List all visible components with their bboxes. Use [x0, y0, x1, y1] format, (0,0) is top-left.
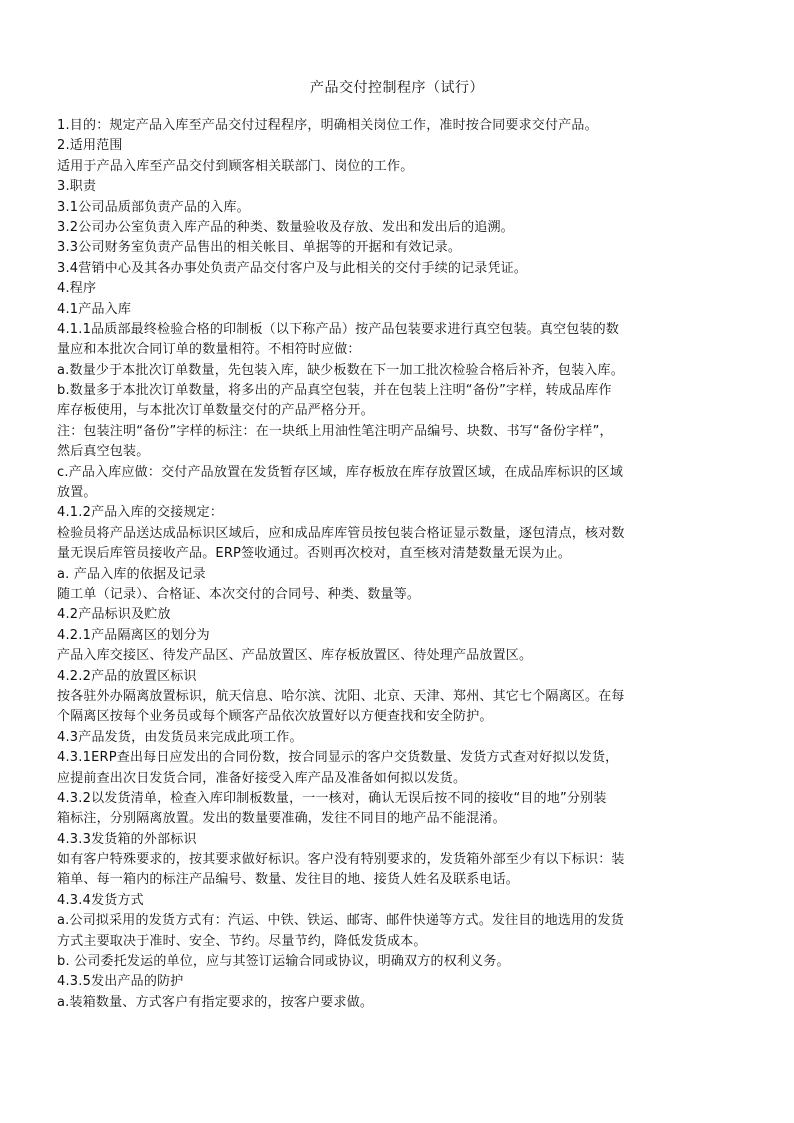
- text-line: 3.4营销中心及其各办事处负责产品交付客户及与此相关的交付手续的记录凭证。: [57, 260, 528, 276]
- text-line: 4.3产品发货，由发货员来完成此项工作。: [57, 729, 303, 745]
- text-line: 4.2.1产品隔离区的划分为: [57, 627, 210, 643]
- text-line: 3.职责: [57, 179, 97, 195]
- text-line: 4.3.2以发货清单，检查入库印制板数量，一一核对，确认无误后按不同的接收“目的地”分别装: [57, 790, 607, 806]
- text-line: 注：包装注明“备份”字样的标注：在一块纸上用油性笔注明产品编号、块数、书写“备份字样”，: [57, 423, 613, 439]
- text-line: 4.程序: [57, 281, 97, 297]
- text-line: b.数量多于本批次订单数量，将多出的产品真空包装，并在包装上注明“备份”字样，转成品库作: [57, 383, 612, 399]
- text-line: 应提前查出次日发货合同，准备好接受入库产品及准备如何拟以发货。: [57, 770, 467, 786]
- text-line: 4.1.1品质部最终检验合格的印制板（以下称产品）按产品包装要求进行真空包装。真空包装的数: [57, 321, 620, 337]
- text-line: 适用于产品入库至产品交付到顾客相关联部门、岗位的工作。: [57, 158, 414, 174]
- text-line: 4.1.2产品入库的交接规定：: [57, 505, 224, 521]
- text-line: 2.适用范围: [57, 138, 123, 154]
- text-line: 方式主要取决于准时、安全、节约。尽量节约，降低发货成本。: [57, 933, 427, 949]
- text-line: 库存板使用，与本批次订单数量交付的产品严格分开。: [57, 403, 374, 419]
- text-line: a.装箱数量、方式客户有指定要求的，按客户要求做。: [57, 994, 374, 1010]
- text-line: 4.1产品入库: [57, 301, 132, 317]
- text-line: 3.3公司财务室负责产品售出的相关帐目、单据等的开据和有效记录。: [57, 240, 462, 256]
- text-line: 放置。: [57, 485, 97, 501]
- document-title: 产品交付控制程序（试行）: [310, 80, 484, 96]
- document-body: [57, 116, 741, 1013]
- text-line: 4.3.1ERP查出每日应发出的合同份数，按合同显示的客户交货数量、发货方式查对好拟以发货，: [57, 750, 619, 766]
- text-line: b. 公司委托发运的单位，应与其签订运输合同或协议，明确双方的权利义务。: [57, 954, 510, 970]
- text-line: 3.1公司品质部负责产品的入库。: [57, 199, 250, 215]
- text-line: 然后真空包装。: [57, 444, 150, 460]
- text-line: 产品入库交接区、待发产品区、产品放置区、库存板放置区、待处理产品放置区。: [57, 648, 533, 664]
- text-line: a.数量少于本批次订单数量，先包装入库，缺少板数在下一加工批次检验合格后补齐，包装入库。: [57, 362, 624, 378]
- text-line: a.公司拟采用的发货方式有：汽运、中铁、铁运、邮寄、邮件快递等方式。发往目的地选用的发货: [57, 913, 624, 929]
- text-line: 如有客户特殊要求的，按其要求做好标识。客户没有特别要求的，发货箱外部至少有以下标识：装: [57, 852, 625, 868]
- text-line: 箱标注，分别隔离放置。发出的数量要准确，发往不同目的地产品不能混淆。: [57, 811, 506, 827]
- text-line: 4.3.4发货方式: [57, 892, 144, 908]
- text-line: 3.2公司办公室负责入库产品的种类、数量验收及存放、发出和发出后的追溯。: [57, 219, 514, 235]
- text-line: 量无误后库管员接收产品。ERP签收通过。否则再次校对，直至核对清楚数量无误为止。: [57, 546, 572, 562]
- text-line: c.产品入库应做：交付产品放置在发货暂存区域，库存板放在库存放置区域，在成品库标识的区域: [57, 464, 624, 480]
- text-line: 按各驻外办隔离放置标识，航天信息、哈尔滨、沈阳、北京、天津、郑州、其它七个隔离区。在每: [57, 688, 625, 704]
- text-line: 4.2产品标识及贮放: [57, 607, 171, 623]
- text-line: 4.3.5发出产品的防护: [57, 974, 184, 990]
- text-line: 4.2.2产品的放置区标识: [57, 668, 197, 684]
- text-line: 检验员将产品送达成品标识区域后，应和成品库库管员按包装合格证显示数量，逐包清点，核对数: [57, 525, 625, 541]
- text-line: 个隔离区按每个业务员或每个顾客产品依次放置好以方便查找和安全防护。: [57, 709, 493, 725]
- text-line: 随工单（记录）、合格证、本次交付的合同号、种类、数量等。: [57, 586, 421, 602]
- text-line: a. 产品入库的依据及记录: [57, 566, 206, 582]
- text-line: 量应和本批次合同订单的数量相符。不相符时应做：: [57, 342, 361, 358]
- text-line: 4.3.3发货箱的外部标识: [57, 831, 197, 847]
- text-line: 1.目的：规定产品入库至产品交付过程程序，明确相关岗位工作，准时按合同要求交付产品。: [57, 118, 598, 133]
- text-line: 箱单、每一箱内的标注产品编号、数量、发往目的地、接货人姓名及联系电话。: [57, 872, 520, 888]
